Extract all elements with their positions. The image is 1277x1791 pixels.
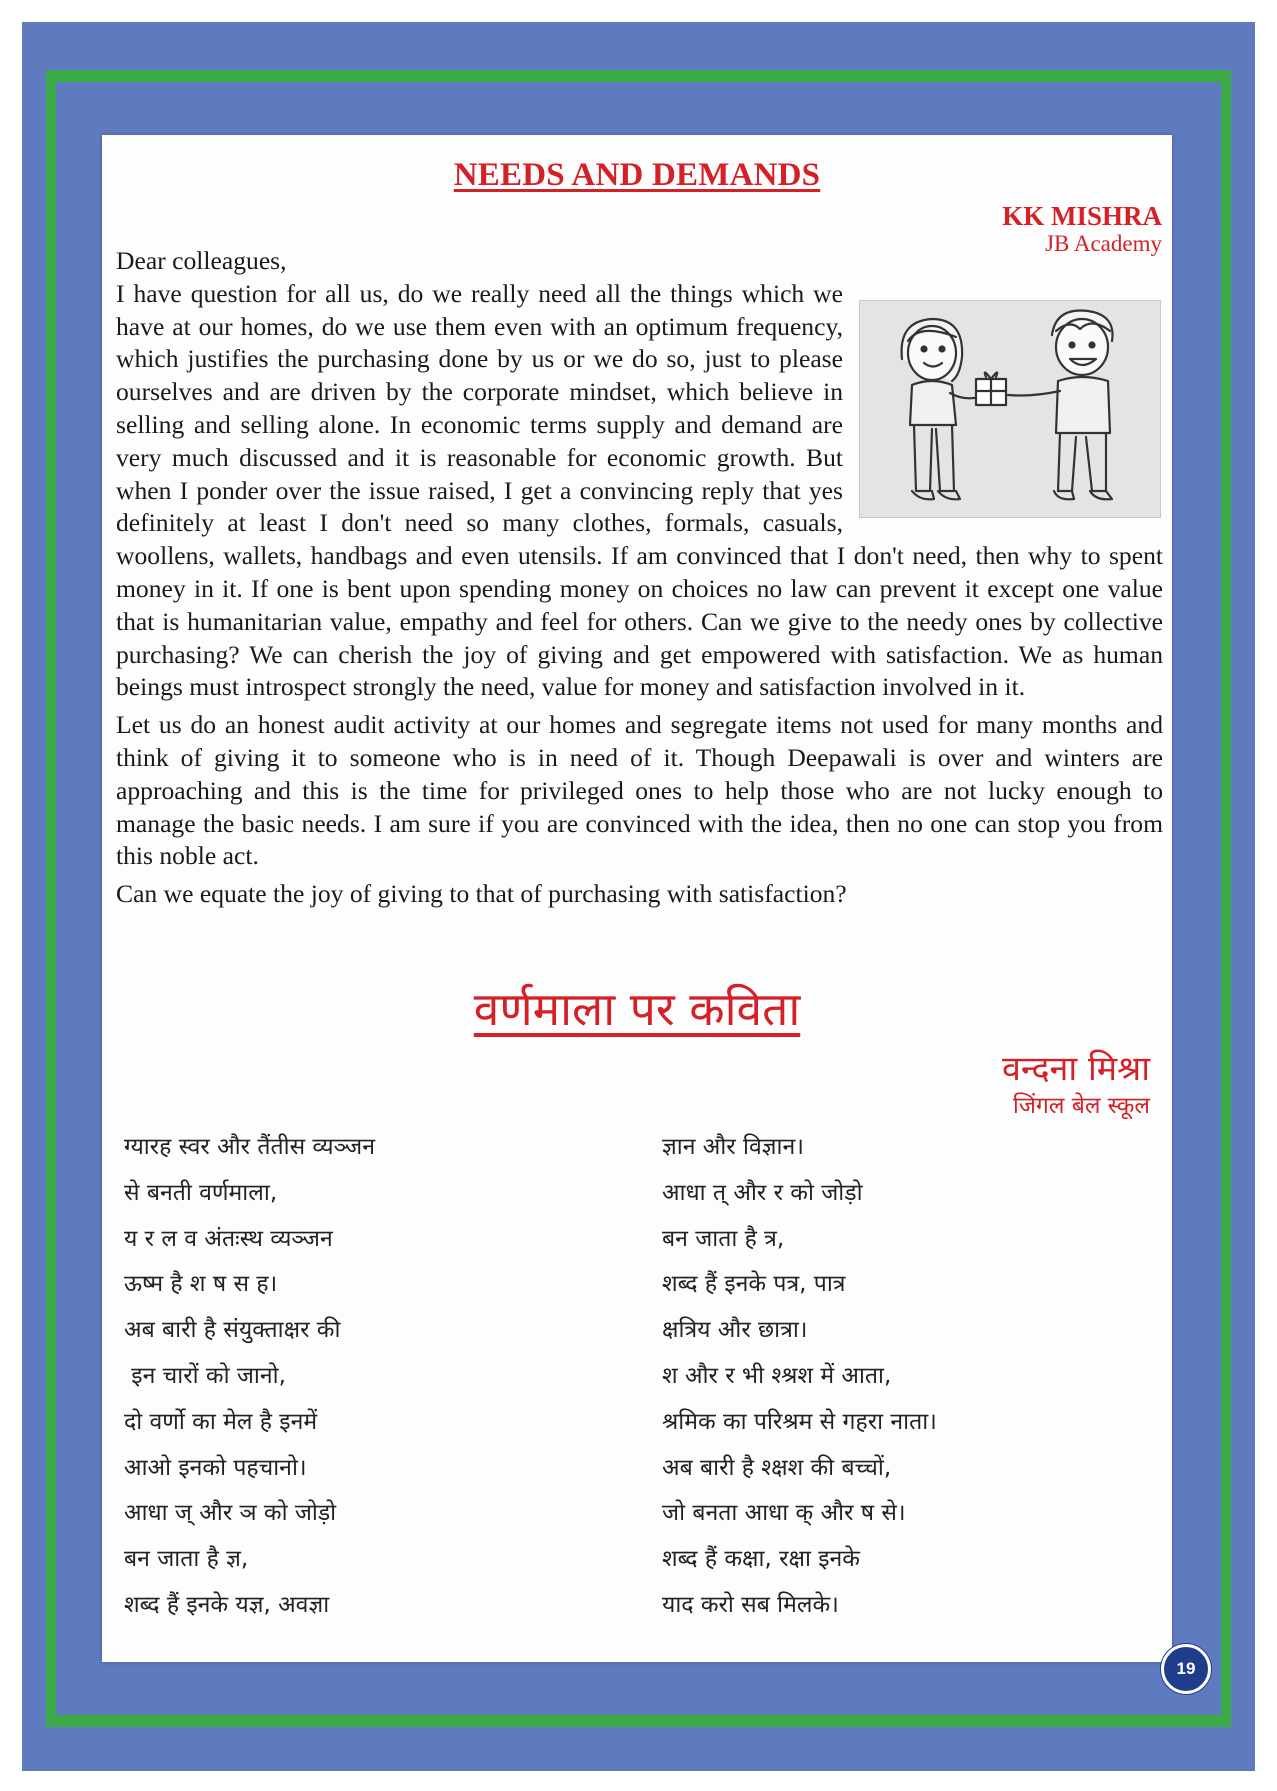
poem-line: शब्द हैं इनके पत्र, पात्र bbox=[662, 1271, 846, 1298]
poem-line: आओ इनको पहचानो। bbox=[124, 1454, 307, 1481]
poem-line: आधा त् और र को जोड़ो bbox=[662, 1179, 863, 1206]
gift-giving-illustration-icon bbox=[859, 300, 1161, 518]
poem-right-column bbox=[662, 1125, 937, 1629]
poem-line: से बनती वर्णमाला, bbox=[124, 1179, 278, 1206]
poem-line: क्षत्रिय और छात्रा। bbox=[662, 1317, 808, 1344]
article-closing-question: Can we equate the joy of giving to that of purchasing with satisfaction? bbox=[116, 879, 847, 909]
page-sheet bbox=[102, 135, 1172, 1662]
article-author-school: JB Academy bbox=[1045, 231, 1162, 256]
poem-line: बन जाता है ज्ञ, bbox=[124, 1546, 249, 1573]
poem-line: अब बारी है श्क्षश की बच्चों, bbox=[662, 1454, 892, 1481]
poem-line: याद करो सब मिलके। bbox=[662, 1591, 839, 1618]
article-paragraph: I have question for all us, do we really need all the things which we have at our homes, do we use them even with an optimum frequency, which justifies the purchasing done by us or we do so, just to please ourselves and are driven by the corporate mindset, which believe in selling and selling alone. In economic terms supply and demand are very much discussed and it is reasonable for economic growth. But when I ponder over the issue raised, I get a convincing reply that yes definitely at least I don't need so many clothes, formals, casuals, woollens, wallets, handbags and even utensils. If am convinced that I don't need, then why to spent money in it. If one is bent upon spending money on choices no law can prevent it except one value that is humanitarian value, empathy and feel for others. Can we give to the needy ones by collective purchasing? We can cherish the joy of giving and get empowered with satisfaction. We as human beings must introspect strongly the need, value for money and satisfaction involved in it. bbox=[116, 278, 1163, 702]
poem-line: आधा ज् और ञ को जोड़ो bbox=[124, 1500, 337, 1527]
poem-line: ज्ञान और विज्ञान। bbox=[662, 1134, 804, 1160]
poem-line: ग्यारह स्वर और तैंतीस व्यञ्जन bbox=[124, 1134, 375, 1160]
poem-line: दो वर्णो का मेल है इनमें bbox=[124, 1408, 318, 1435]
article-salutation: Dear colleagues, bbox=[116, 246, 287, 275]
article-body bbox=[116, 245, 1163, 911]
poem-title: वर्णमाला पर कविता bbox=[473, 982, 801, 1036]
article-author-name: KK MISHRA bbox=[1002, 201, 1162, 231]
poem-line: अब बारी है संयुक्ताक्षर की bbox=[124, 1317, 341, 1344]
poem-line: बन जाता है त्र, bbox=[662, 1225, 785, 1252]
poem-line: श्रमिक का परिश्रम से गहरा नाता। bbox=[662, 1408, 937, 1435]
poem-author-block bbox=[1002, 1047, 1150, 1121]
article-title: NEEDS AND DEMANDS bbox=[453, 157, 821, 193]
poem-line: य र ल व अंतःस्थ व्यञ्जन bbox=[124, 1225, 333, 1252]
poem-line: श और र भी श्श्रश में आता, bbox=[662, 1362, 892, 1389]
poem-author-school: जिंगल बेल स्कूल bbox=[1012, 1093, 1150, 1119]
poem-left-column bbox=[124, 1125, 375, 1629]
poem-line: शब्द हैं कक्षा, रक्षा इनके bbox=[662, 1546, 860, 1573]
poem-line: इन चारों को जानो, bbox=[124, 1362, 286, 1389]
page-number-badge: 19 bbox=[1161, 1644, 1211, 1694]
poem-line: शब्द हैं इनके यज्ञ, अवज्ञा bbox=[124, 1591, 330, 1618]
poem-line: जो बनता आधा क् और ष से। bbox=[662, 1500, 906, 1527]
poem-line: ऊष्म है श ष स ह। bbox=[124, 1271, 278, 1298]
article-paragraph: Let us do an honest audit activity at our homes and segregate items not used for many months and think of giving it to someone who is in need of it. Though Deepawali is over and winters are approaching and this is the time for privileged ones to help those who are not lucky enough to manage the basic needs. I am sure if you are convinced with the idea, then no one can stop you from this noble act. bbox=[116, 710, 1163, 871]
poem-author-name: वन्दना मिश्रा bbox=[1002, 1049, 1150, 1089]
